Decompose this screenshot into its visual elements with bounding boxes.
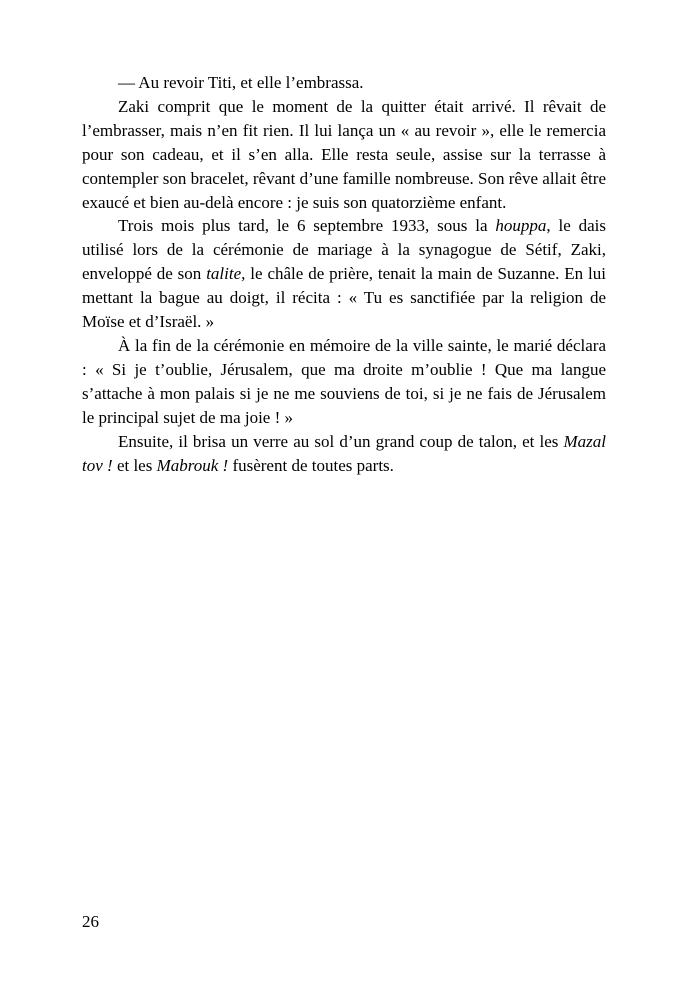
paragraph-3-term-talite: talite, <box>206 264 246 284</box>
paragraph-4-text: À la fin de la cérémonie en mémoire de la ville sainte, le marié déclara : « Si je t’oublie, Jérusalem, que ma droite m’oublie ! Que ma langue s’attache à mon palais si je ne me souviens de toi, si je ne fais de Jérusalem le principal sujet de ma joie ! » <box>82 335 606 427</box>
paragraph-1-text: — Au revoir Titi, et elle l’embrassa. <box>118 73 364 92</box>
paragraph-1 <box>82 71 606 95</box>
paragraph-5-run-1: Ensuite, il brisa un verre au sol d’un grand coup de talon, et les <box>118 431 564 451</box>
paragraph-3-run-3: le châle de prière, tenait la main de Suzanne. En lui mettant la bague au doigt, il récita : « Tu es sanctifiée par la religion de Moïse et d’Israël. » <box>82 264 606 332</box>
paragraph-3-run-1: Trois mois plus tard, le 6 septembre 1933, sous la <box>118 216 496 236</box>
page-number: 26 <box>82 912 99 931</box>
paragraph-3-term-houppa: houppa <box>495 216 547 236</box>
paragraph-2 <box>82 95 606 215</box>
paragraph-5-run-2: et les <box>112 455 157 475</box>
paragraph-5-run-3: fusèrent de toutes parts. <box>228 455 394 475</box>
paragraph-5-term-mabrouk: Mabrouk ! <box>156 455 229 475</box>
paragraph-5 <box>82 430 606 478</box>
paragraph-4 <box>82 334 606 430</box>
paragraph-3 <box>82 214 606 334</box>
text-block <box>82 71 606 477</box>
paragraph-2-text: Zaki comprit que le moment de la quitter était arrivé. Il rêvait de l’embrasser, mais n’en fit rien. Il lui lança un « au revoir », elle le remercia pour son cadeau, et il s’en alla. Elle resta seule, assise sur la terrasse à contempler son bracelet, rêvant d’une famille nombreuse. Son rêve allait être exaucé et bien au-delà encore : je suis son quatorzième enfant. <box>82 96 606 212</box>
paragraph-3-run-2: , le dais utilisé lors de la cérémonie de mariage à la synagogue de Sétif, Zaki, enveloppé de son <box>82 216 607 284</box>
paragraph-5-term-mazal-tov: Mazal tov ! <box>82 431 606 475</box>
